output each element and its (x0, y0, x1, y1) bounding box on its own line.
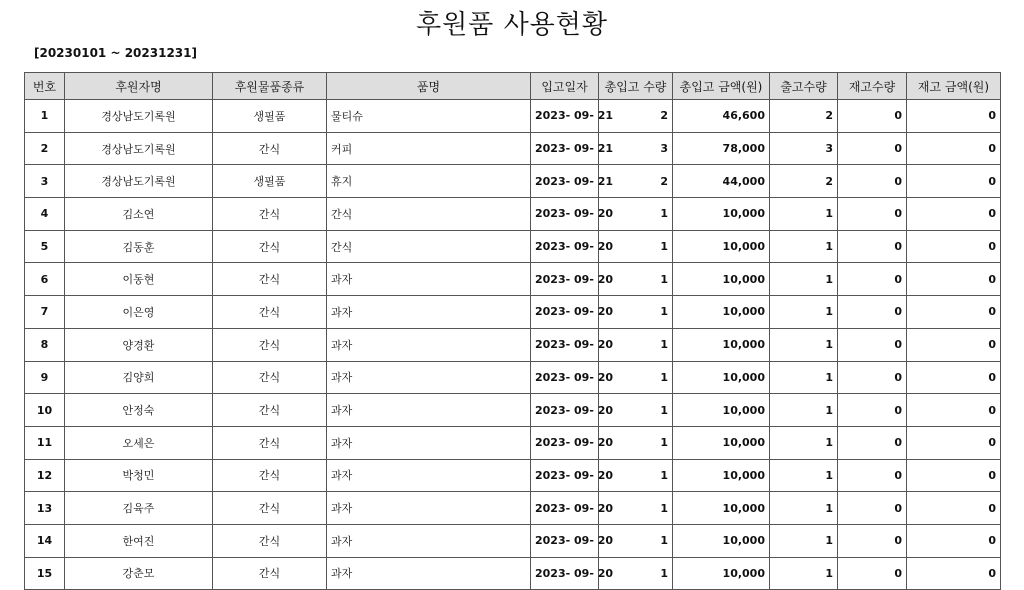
cell-no: 14 (25, 524, 65, 557)
cell-total-qty: 1 (599, 492, 673, 525)
cell-donor: 김동훈 (65, 230, 213, 263)
cell-item-name: 과자 (327, 296, 531, 329)
cell-total-qty: 3 (599, 132, 673, 165)
cell-stock-qty: 0 (838, 524, 907, 557)
cell-item-name: 과자 (327, 524, 531, 557)
cell-donor: 박청민 (65, 459, 213, 492)
cell-item-name: 물티슈 (327, 100, 531, 133)
table-body (25, 100, 1001, 590)
cell-item-name: 과자 (327, 426, 531, 459)
cell-out-qty: 1 (770, 361, 838, 394)
cell-donor: 이동현 (65, 263, 213, 296)
table-row (25, 132, 1001, 165)
cell-no: 7 (25, 296, 65, 329)
cell-out-qty: 1 (770, 394, 838, 427)
cell-stock-amount: 0 (907, 198, 1001, 231)
cell-item-type: 간식 (213, 426, 327, 459)
cell-out-qty: 1 (770, 557, 838, 590)
cell-stock-qty: 0 (838, 459, 907, 492)
table-row (25, 198, 1001, 231)
table-row (25, 557, 1001, 590)
cell-stock-amount: 0 (907, 426, 1001, 459)
cell-total-qty: 1 (599, 426, 673, 459)
cell-stock-amount: 0 (907, 100, 1001, 133)
cell-item-type: 간식 (213, 263, 327, 296)
cell-total-amount: 10,000 (673, 296, 770, 329)
cell-stock-amount: 0 (907, 263, 1001, 296)
col-header-stock-qty: 재고수량 (838, 73, 907, 100)
cell-date: 2023- 09- 21 (531, 165, 599, 198)
cell-no: 11 (25, 426, 65, 459)
col-header-donor: 후원자명 (65, 73, 213, 100)
cell-total-amount: 10,000 (673, 328, 770, 361)
cell-stock-qty: 0 (838, 426, 907, 459)
page-title: 후원품 사용현황 (415, 10, 609, 40)
cell-stock-amount: 0 (907, 230, 1001, 263)
cell-donor: 경상남도기록원 (65, 165, 213, 198)
cell-date: 2023- 09- 20 (531, 492, 599, 525)
cell-item-name: 과자 (327, 492, 531, 525)
table-row (25, 263, 1001, 296)
cell-date: 2023- 09- 21 (531, 100, 599, 133)
cell-no: 5 (25, 230, 65, 263)
cell-donor: 양경환 (65, 328, 213, 361)
cell-stock-qty: 0 (838, 361, 907, 394)
cell-total-amount: 10,000 (673, 394, 770, 427)
cell-stock-amount: 0 (907, 361, 1001, 394)
col-header-total-amount: 총입고 금액(원) (673, 73, 770, 100)
cell-date: 2023- 09- 20 (531, 263, 599, 296)
cell-total-amount: 10,000 (673, 459, 770, 492)
cell-item-type: 간식 (213, 361, 327, 394)
cell-total-amount: 46,600 (673, 100, 770, 133)
cell-total-amount: 78,000 (673, 132, 770, 165)
cell-stock-amount: 0 (907, 524, 1001, 557)
cell-total-amount: 10,000 (673, 557, 770, 590)
cell-item-type: 간식 (213, 328, 327, 361)
cell-date: 2023- 09- 20 (531, 426, 599, 459)
cell-out-qty: 1 (770, 492, 838, 525)
cell-no: 1 (25, 100, 65, 133)
cell-item-name: 간식 (327, 230, 531, 263)
cell-date: 2023- 09- 20 (531, 557, 599, 590)
cell-date: 2023- 09- 20 (531, 524, 599, 557)
cell-stock-qty: 0 (838, 296, 907, 329)
table-row (25, 100, 1001, 133)
cell-out-qty: 1 (770, 524, 838, 557)
cell-item-name: 과자 (327, 557, 531, 590)
donation-usage-table (24, 72, 1001, 590)
cell-item-name: 과자 (327, 263, 531, 296)
cell-stock-qty: 0 (838, 132, 907, 165)
table-row (25, 459, 1001, 492)
col-header-item-name: 품명 (327, 73, 531, 100)
cell-stock-amount: 0 (907, 557, 1001, 590)
cell-item-type: 간식 (213, 557, 327, 590)
table-row (25, 328, 1001, 361)
table-row (25, 426, 1001, 459)
cell-out-qty: 3 (770, 132, 838, 165)
cell-item-name: 휴지 (327, 165, 531, 198)
cell-date: 2023- 09- 20 (531, 394, 599, 427)
cell-item-name: 과자 (327, 361, 531, 394)
cell-out-qty: 1 (770, 230, 838, 263)
cell-no: 10 (25, 394, 65, 427)
cell-total-qty: 2 (599, 165, 673, 198)
cell-stock-qty: 0 (838, 394, 907, 427)
cell-total-amount: 10,000 (673, 492, 770, 525)
cell-item-type: 간식 (213, 492, 327, 525)
cell-date: 2023- 09- 20 (531, 328, 599, 361)
table-row (25, 394, 1001, 427)
cell-item-type: 간식 (213, 394, 327, 427)
cell-total-amount: 10,000 (673, 198, 770, 231)
cell-total-amount: 10,000 (673, 426, 770, 459)
cell-date: 2023- 09- 21 (531, 132, 599, 165)
cell-total-amount: 10,000 (673, 230, 770, 263)
cell-out-qty: 1 (770, 328, 838, 361)
cell-total-qty: 1 (599, 230, 673, 263)
cell-donor: 한여진 (65, 524, 213, 557)
cell-total-amount: 10,000 (673, 263, 770, 296)
cell-item-type: 간식 (213, 459, 327, 492)
table-row (25, 492, 1001, 525)
col-header-out-qty: 출고수량 (770, 73, 838, 100)
cell-no: 8 (25, 328, 65, 361)
col-header-item-type: 후원물품종류 (213, 73, 327, 100)
cell-donor: 김양희 (65, 361, 213, 394)
table-row (25, 296, 1001, 329)
table-row (25, 524, 1001, 557)
cell-item-name: 간식 (327, 198, 531, 231)
cell-total-amount: 10,000 (673, 524, 770, 557)
cell-no: 3 (25, 165, 65, 198)
cell-item-type: 간식 (213, 524, 327, 557)
cell-donor: 김육주 (65, 492, 213, 525)
cell-item-type: 생필품 (213, 165, 327, 198)
cell-total-qty: 1 (599, 394, 673, 427)
cell-no: 6 (25, 263, 65, 296)
cell-item-name: 과자 (327, 328, 531, 361)
cell-stock-amount: 0 (907, 296, 1001, 329)
cell-stock-qty: 0 (838, 198, 907, 231)
cell-date: 2023- 09- 20 (531, 361, 599, 394)
cell-stock-amount: 0 (907, 165, 1001, 198)
cell-out-qty: 2 (770, 100, 838, 133)
cell-date: 2023- 09- 20 (531, 296, 599, 329)
col-header-no: 번호 (25, 73, 65, 100)
cell-item-name: 커피 (327, 132, 531, 165)
cell-item-name: 과자 (327, 459, 531, 492)
cell-no: 12 (25, 459, 65, 492)
cell-total-qty: 1 (599, 263, 673, 296)
cell-no: 2 (25, 132, 65, 165)
cell-total-qty: 1 (599, 361, 673, 394)
cell-out-qty: 1 (770, 459, 838, 492)
cell-stock-amount: 0 (907, 132, 1001, 165)
col-header-stock-amount: 재고 금액(원) (907, 73, 1001, 100)
cell-total-amount: 44,000 (673, 165, 770, 198)
cell-out-qty: 1 (770, 263, 838, 296)
date-range: [20230101 ~ 20231231] (34, 46, 197, 60)
cell-donor: 안정숙 (65, 394, 213, 427)
cell-total-qty: 1 (599, 296, 673, 329)
cell-date: 2023- 09- 20 (531, 198, 599, 231)
cell-date: 2023- 09- 20 (531, 230, 599, 263)
cell-donor: 경상남도기록원 (65, 132, 213, 165)
cell-stock-qty: 0 (838, 230, 907, 263)
cell-item-name: 과자 (327, 394, 531, 427)
cell-item-type: 생필품 (213, 100, 327, 133)
cell-stock-qty: 0 (838, 263, 907, 296)
cell-donor: 강춘모 (65, 557, 213, 590)
cell-donor: 경상남도기록원 (65, 100, 213, 133)
cell-total-qty: 1 (599, 524, 673, 557)
cell-no: 9 (25, 361, 65, 394)
cell-no: 15 (25, 557, 65, 590)
cell-date: 2023- 09- 20 (531, 459, 599, 492)
cell-total-qty: 1 (599, 459, 673, 492)
cell-item-type: 간식 (213, 132, 327, 165)
cell-out-qty: 1 (770, 198, 838, 231)
table-row (25, 230, 1001, 263)
cell-total-qty: 1 (599, 198, 673, 231)
cell-total-qty: 1 (599, 328, 673, 361)
cell-item-type: 간식 (213, 296, 327, 329)
cell-donor: 이은영 (65, 296, 213, 329)
cell-stock-amount: 0 (907, 459, 1001, 492)
cell-donor: 오세은 (65, 426, 213, 459)
cell-stock-amount: 0 (907, 492, 1001, 525)
cell-stock-amount: 0 (907, 394, 1001, 427)
cell-stock-qty: 0 (838, 100, 907, 133)
cell-no: 4 (25, 198, 65, 231)
cell-total-qty: 2 (599, 100, 673, 133)
col-header-total-qty: 총입고 수량 (599, 73, 673, 100)
cell-stock-amount: 0 (907, 328, 1001, 361)
cell-out-qty: 1 (770, 426, 838, 459)
cell-total-amount: 10,000 (673, 361, 770, 394)
col-header-date: 입고일자 (531, 73, 599, 100)
cell-total-qty: 1 (599, 557, 673, 590)
cell-item-type: 간식 (213, 198, 327, 231)
cell-stock-qty: 0 (838, 492, 907, 525)
table-header-row (25, 73, 1001, 100)
table-row (25, 165, 1001, 198)
cell-stock-qty: 0 (838, 328, 907, 361)
cell-no: 13 (25, 492, 65, 525)
cell-out-qty: 1 (770, 296, 838, 329)
cell-stock-qty: 0 (838, 557, 907, 590)
cell-stock-qty: 0 (838, 165, 907, 198)
table-row (25, 361, 1001, 394)
cell-item-type: 간식 (213, 230, 327, 263)
cell-out-qty: 2 (770, 165, 838, 198)
cell-donor: 김소연 (65, 198, 213, 231)
